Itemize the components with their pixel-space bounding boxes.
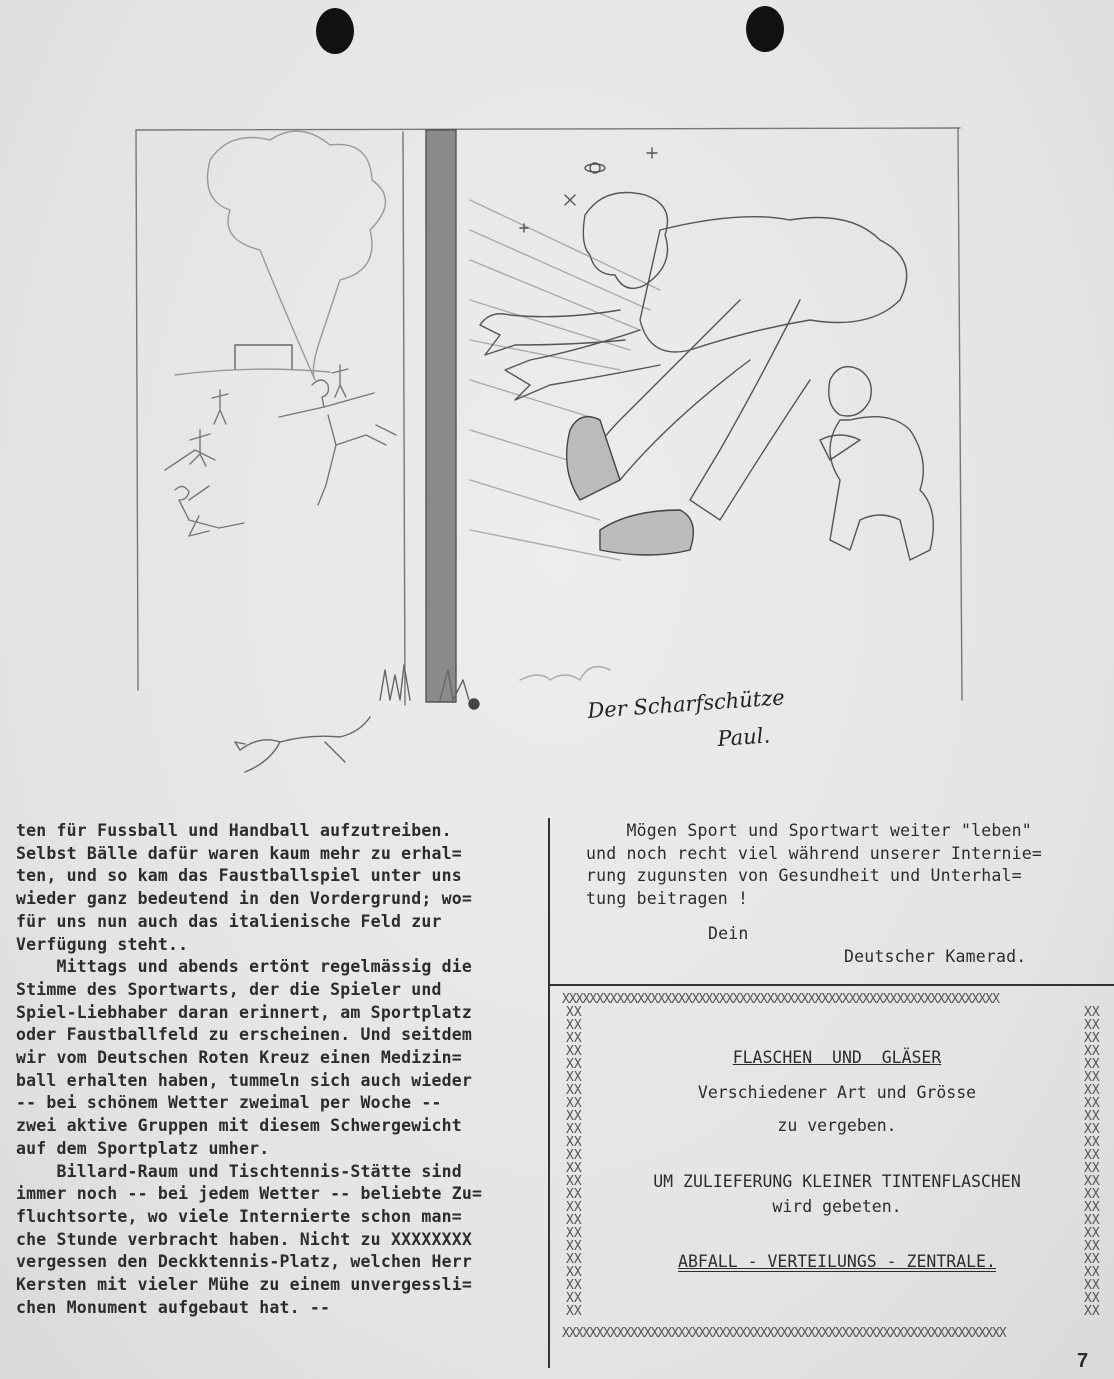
left-line: ten, und so kam das Faustballspiel unter uns: [16, 866, 462, 886]
frame-right: [958, 128, 962, 700]
right-line: und noch recht viel während unserer Internie=: [586, 843, 1043, 863]
boot-2: [600, 510, 693, 555]
goalkeeper-body: [640, 217, 907, 352]
cat: [235, 717, 370, 772]
notice-top-rule: [550, 984, 1114, 986]
notice-line-2: zu vergeben.: [777, 1116, 897, 1135]
goal-post: [426, 130, 456, 702]
left-line: vergessen den Deckktennis-Platz, welchen Herr: [16, 1252, 473, 1272]
x-border-top: XXXXXXXXXXXXXXXXXXXXXXXXXXXXXXXXXXXXXXXXXXXXXXXXXXXXXXXXXXXXXXXX: [562, 992, 999, 1007]
notice-line-4: wird gebeten.: [772, 1197, 902, 1216]
left-line: fluchtsorte, wo viele Internierte schon man=: [16, 1206, 462, 1226]
signature: Deutscher Kamerad.: [844, 946, 1027, 966]
left-line: immer noch -- bei jedem Wetter -- beliebte Zu=: [16, 1184, 483, 1204]
goalkeeper-leg-1: [590, 300, 750, 480]
left-line: Billard-Raum und Tischtennis-Stätte sind: [16, 1161, 462, 1181]
x-border-bottom: XXXXXXXXXXXXXXXXXXXXXXXXXXXXXXXXXXXXXXXXXXXXXXXXXXXXXXXXXXXXXXXXX: [562, 1326, 1006, 1341]
right-line: Mögen Sport und Sportwart weiter "leben": [586, 821, 1032, 840]
caption-line-1: Der Scharfschütze: [586, 685, 786, 723]
left-line: oder Faustballfeld zu erscheinen. Und seitdem: [16, 1025, 473, 1045]
left-line: che Stunde verbracht haben. Nicht zu XXXXXXXX: [16, 1229, 473, 1249]
left-line: Mittags und abends ertönt regelmässig die: [16, 957, 473, 977]
left-line: -- bei schönem Wetter zweimal per Woche --: [16, 1093, 442, 1113]
goalkeeper-arm-upper: [480, 310, 625, 355]
x-border-right: XX XX XX XX XX XX XX XX XX XX XX XX XX XX XX XX XX XX XX XX XX XX XX XX: [1084, 1005, 1100, 1319]
notice-heading: FLASCHEN UND GLÄSER: [732, 1048, 942, 1067]
player-distant-1: [212, 390, 228, 424]
left-line: Kersten mit vieler Mühe zu einem unvergessli=: [16, 1275, 473, 1295]
left-line: Verfügung steht..: [16, 934, 189, 954]
left-column-text: [16, 820, 541, 1319]
right-line: rung zugunsten von Gesundheit und Unterhal=: [586, 866, 1022, 886]
frame-top: [136, 128, 960, 130]
left-line: zwei aktive Gruppen mit diesem Schwergewicht: [16, 1116, 462, 1136]
left-line: chen Monument aufgebaut hat. --: [16, 1297, 331, 1317]
page-number: 7: [1077, 1350, 1089, 1372]
x-border-left: XX XX XX XX XX XX XX XX XX XX XX XX XX XX XX XX XX XX XX XX XX XX XX XX: [566, 1005, 582, 1319]
left-line: Stimme des Sportwarts, der die Spieler und: [16, 979, 442, 999]
left-line: wieder ganz bedeutend in den Vordergrund; wo=: [16, 889, 473, 909]
left-line: wir vom Deutschen Roten Kreuz einen Medizin=: [16, 1048, 462, 1068]
column-divider: [548, 818, 550, 1368]
caption-line-2: Paul.: [716, 723, 771, 751]
frame-left: [136, 130, 138, 690]
left-line: Spiel-Liebhaber daran erinnert, am Sportplatz: [16, 1002, 473, 1022]
salutation: Dein: [708, 923, 749, 943]
left-line: auf dem Sportplatz umher.: [16, 1138, 270, 1158]
smoke-cloud: [208, 131, 386, 380]
right-column-text: [586, 820, 1096, 968]
left-line: Selbst Bälle dafür waren kaum mehr zu erhal=: [16, 843, 462, 863]
player-fallen: [175, 486, 244, 536]
notice-box: [562, 992, 1110, 1342]
ball: [469, 699, 479, 709]
player-distant-2: [332, 365, 348, 397]
left-line: ten für Fussball und Handball aufzutreiben.: [16, 821, 452, 840]
notice-line-3: UM ZULIEFERUNG KLEINER TINTENFLASCHEN: [653, 1172, 1021, 1191]
right-line: tung beitragen !: [586, 889, 749, 909]
left-line: ball erhalten haben, tummeln sich auch wieder: [16, 1070, 473, 1090]
left-line: für uns nun auch das italienische Feld zur: [16, 911, 442, 931]
player-running: [279, 380, 396, 505]
player-surprised: [820, 367, 933, 560]
player-distant-3: [190, 430, 210, 466]
goalkeeper-arm-lower: [505, 330, 660, 400]
notice-footer: ABFALL - VERTEILUNGS - ZENTRALE.: [678, 1252, 996, 1271]
notice-line-1: Verschiedener Art und Grösse: [697, 1083, 977, 1102]
